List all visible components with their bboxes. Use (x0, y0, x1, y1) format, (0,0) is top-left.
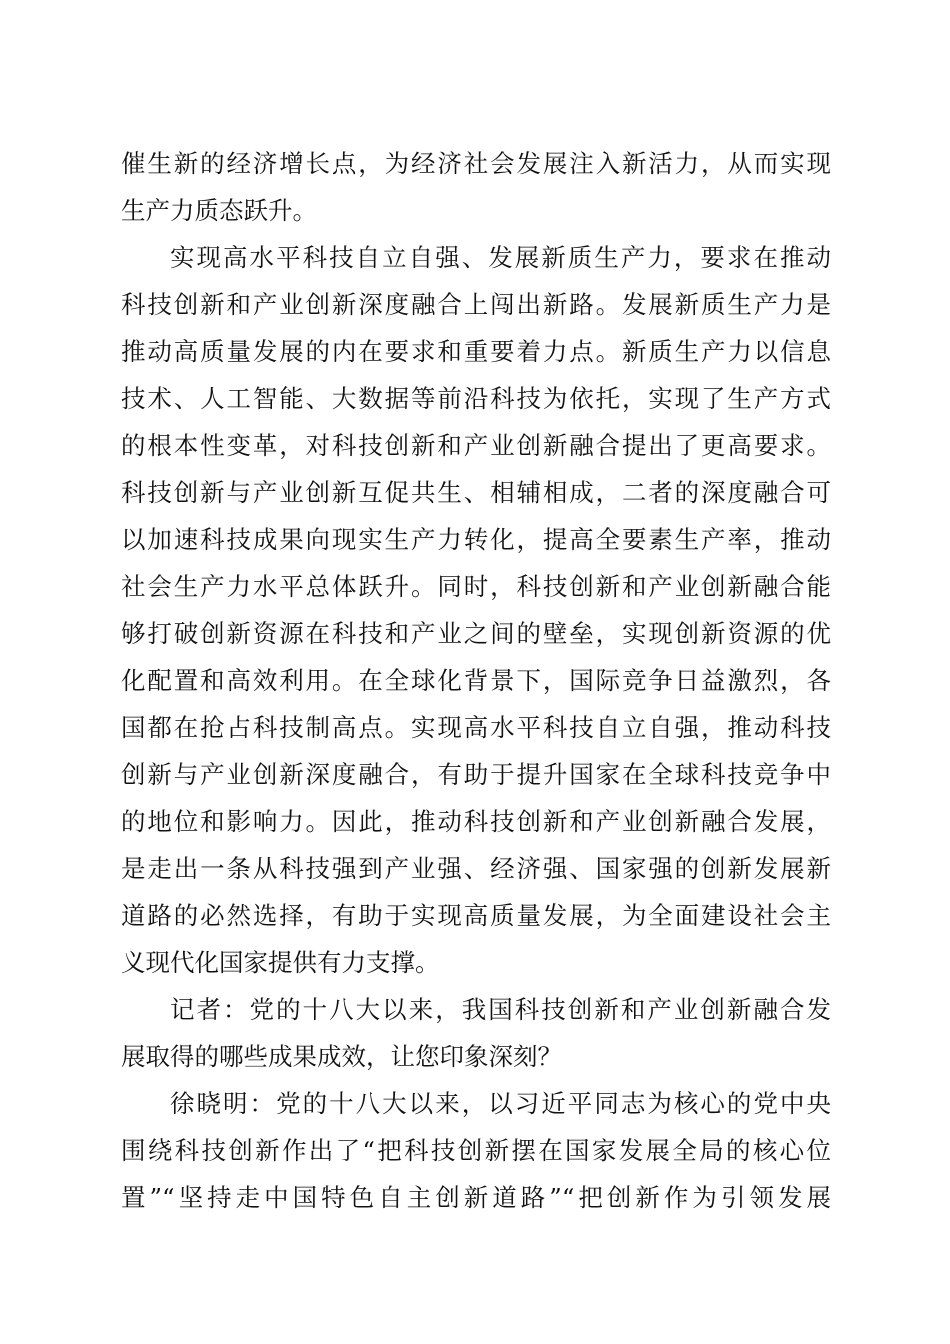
text-line: 记者：党的十八大以来，我国科技创新和产业创新融合发 (170, 995, 831, 1024)
text-line: 以加速科技成果向现实生产力转化，提高全要素生产率，推动 (121, 525, 831, 554)
text-line: 催生新的经济增长点，为经济社会发展注入新活力，从而实现 (121, 149, 831, 178)
text-line: 国都在抢占科技制高点。实现高水平科技自立自强，推动科技 (121, 713, 831, 742)
paragraph-4 (121, 1080, 831, 1221)
paragraph-1 (121, 140, 831, 234)
text-line: 创新与产业创新深度融合，有助于提升国家在全球科技竞争中 (121, 760, 831, 789)
text-line: 是走出一条从科技强到产业强、经济强、国家强的创新发展新 (121, 854, 831, 883)
text-line: 的地位和影响力。因此，推动科技创新和产业创新融合发展， (121, 807, 831, 836)
paragraph-3 (121, 986, 831, 1080)
text-line: 化配置和高效利用。在全球化背景下，国际竞争日益激烈，各 (121, 666, 831, 695)
text-line: 生产力质态跃升。 (121, 196, 317, 225)
text-line: 技术、人工智能、大数据等前沿科技为依托，实现了生产方式 (121, 384, 831, 413)
text-line: 围绕科技创新作出了“把科技创新摆在国家发展全局的核心位 (121, 1136, 831, 1165)
text-line: 社会生产力水平总体跃升。同时，科技创新和产业创新融合能 (121, 572, 831, 601)
text-line: 够打破创新资源在科技和产业之间的壁垒，实现创新资源的优 (121, 619, 831, 648)
text-line: 推动高质量发展的内在要求和重要着力点。新质生产力以信息 (121, 337, 831, 366)
document-body (121, 140, 831, 1221)
text-line: 实现高水平科技自立自强、发展新质生产力，要求在推动 (170, 243, 831, 272)
text-line: 的根本性变革，对科技创新和产业创新融合提出了更高要求。 (121, 431, 831, 460)
text-line: 义现代化国家提供有力支撑。 (121, 948, 440, 977)
text-line: 科技创新和产业创新深度融合上闯出新路。发展新质生产力是 (121, 290, 831, 319)
text-line: 展取得的哪些成果成效，让您印象深刻？ (121, 1042, 562, 1071)
text-line: 科技创新与产业创新互促共生、相辅相成，二者的深度融合可 (121, 478, 831, 507)
text-line: 置”“坚持走中国特色自主创新道路”“把创新作为引领发展 (121, 1183, 831, 1212)
text-line: 道路的必然选择，有助于实现高质量发展，为全面建设社会主 (121, 901, 831, 930)
text-line: 徐晓明：党的十八大以来，以习近平同志为核心的党中央 (170, 1089, 831, 1118)
paragraph-2 (121, 234, 831, 986)
